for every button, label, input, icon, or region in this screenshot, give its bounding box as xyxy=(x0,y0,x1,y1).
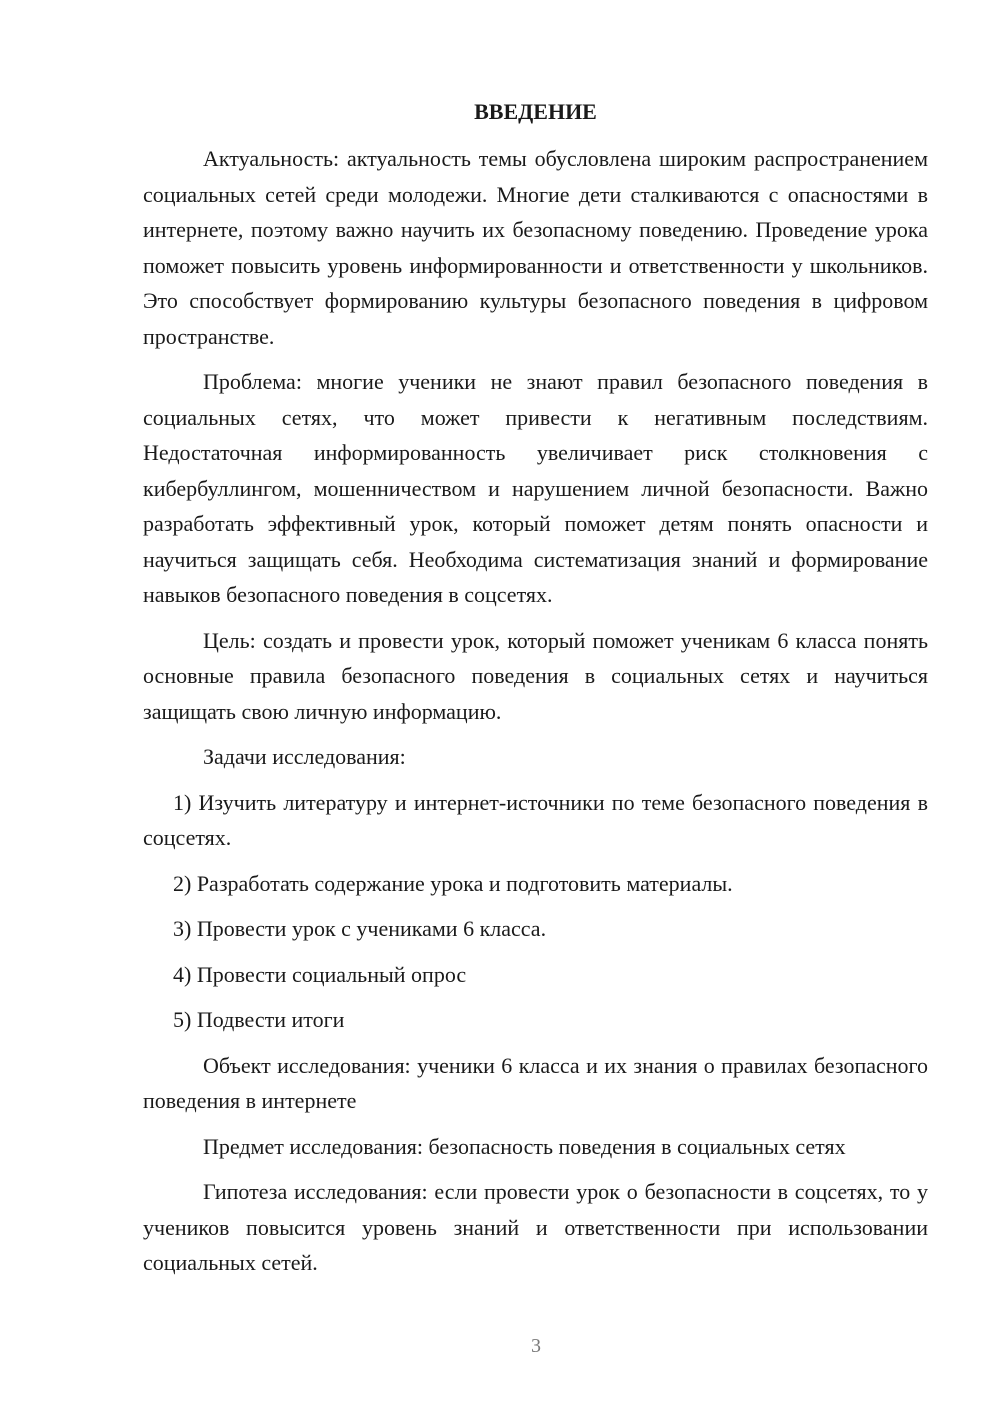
task-item-3: 3) Провести урок с учениками 6 класса. xyxy=(173,916,547,941)
problem-paragraph: Проблема: многие ученики не знают правил безопасного поведения в социальных сетях, что может привести к негативным последствиям. Недостаточная информированность увеличивает риск столкновения с кибербуллингом, мошенничеством и нарушением личной безопасности. Важно разработать эффективный урок, который поможет детям понять опасности и научиться защищать себя. Необходима систематизация знаний и формирование навыков безопасного поведения в соцсетях. xyxy=(143,369,928,607)
page-number: 3 xyxy=(531,1335,541,1357)
tasks-title: Задачи исследования: xyxy=(203,744,406,769)
goal-paragraph: Цель: создать и провести урок, который поможет ученикам 6 класса понять основные правила безопасного поведения в социальных сетях и научиться защищать свою личную информацию. xyxy=(143,627,928,724)
subject-paragraph: Предмет исследования: безопасность поведения в социальных сетях xyxy=(203,1133,846,1159)
object-paragraph: Объект исследования: ученики 6 класса и их знания о правилах безопасного поведения в интернете xyxy=(143,1052,928,1113)
task-item-5: 5) Подвести итоги xyxy=(173,1007,345,1032)
document-page xyxy=(143,94,928,1291)
task-item-1: 1) Изучить литературу и интернет-источники по теме безопасного поведения в соцсетях. xyxy=(143,789,928,850)
task-item-4: 4) Провести социальный опрос xyxy=(173,961,467,987)
relevance-paragraph: Актуальность: актуальность темы обусловлена широким распространением социальных сетей среди молодежи. Многие дети сталкиваются с опасностями в интернете, поэтому важно научить их безопасному поведению. Проведение урока поможет повысить уровень информированности и ответственности у школьников. Это способствует формированию культуры безопасного поведения в цифровом пространстве. xyxy=(143,146,928,349)
task-item-2: 2) Разработать содержание урока и подготовить материалы. xyxy=(173,870,733,896)
hypothesis-paragraph: Гипотеза исследования: если провести урок о безопасности в соцсетях, то у учеников повысится уровень знаний и ответственности при использовании социальных сетей. xyxy=(143,1179,928,1275)
section-heading: ВВЕДЕНИЕ xyxy=(474,99,597,124)
